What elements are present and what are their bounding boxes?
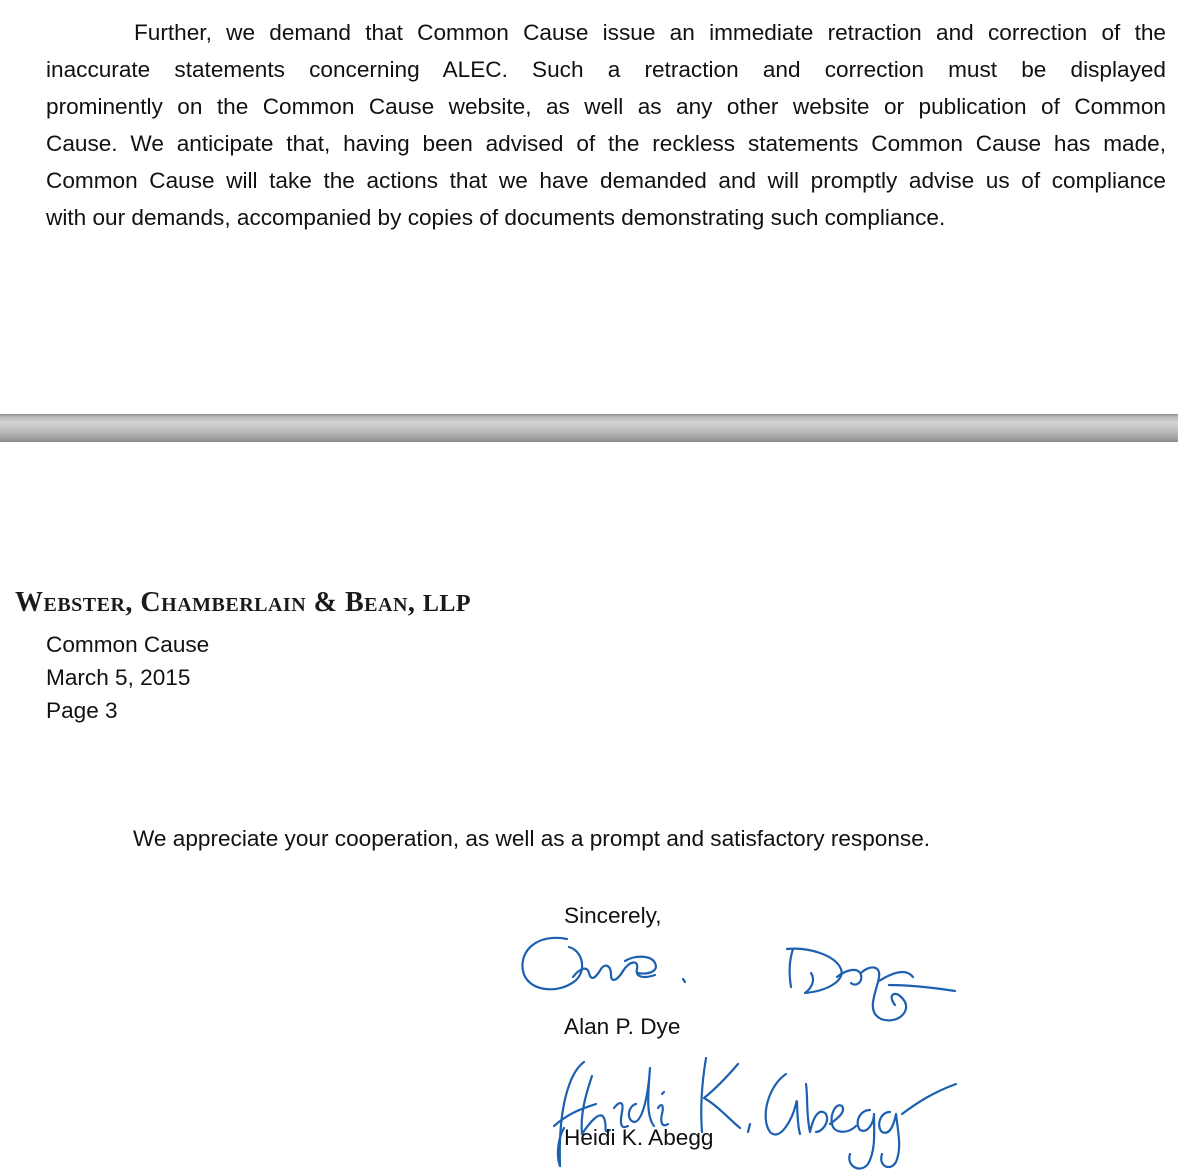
- paragraph-line: Further, we demand that Common Cause issue an immediate retraction and correction of the: [134, 20, 1166, 45]
- paragraph-line: prominently on the Common Cause website, as well as any other website or publication of Common: [46, 94, 1166, 119]
- firm-name: Webster, Chamberlain & Bean,: [15, 587, 416, 618]
- page-break-divider: [0, 414, 1178, 442]
- firm-suffix: LLP: [422, 591, 472, 617]
- salutation: Sincerely,: [564, 903, 662, 928]
- continued-paragraph: [46, 14, 1166, 236]
- signatory-name: Heidi K. Abegg: [564, 1125, 714, 1150]
- paragraph-line: inaccurate statements concerning ALEC. Such a retraction and correction must be displayed: [46, 57, 1166, 82]
- paragraph-line: Cause. We anticipate that, having been advised of the reckless statements Common Cause has made,: [46, 131, 1166, 156]
- signatory-name: Alan P. Dye: [564, 1014, 681, 1039]
- letter-date: March 5, 2015: [46, 665, 191, 690]
- page-number: Page 3: [46, 698, 118, 723]
- signature-heidi-abegg: [530, 1048, 970, 1176]
- recipient-name: Common Cause: [46, 632, 210, 657]
- paragraph-line: Common Cause will take the actions that we have demanded and will promptly advise us of compliance: [46, 168, 1166, 193]
- closing-paragraph: We appreciate your cooperation, as well as a prompt and satisfactory response.: [133, 826, 931, 851]
- paragraph-line: with our demands, accompanied by copies of documents demonstrating such compliance.: [46, 205, 946, 230]
- page-header-block: [46, 628, 209, 727]
- firm-letterhead: [15, 587, 471, 619]
